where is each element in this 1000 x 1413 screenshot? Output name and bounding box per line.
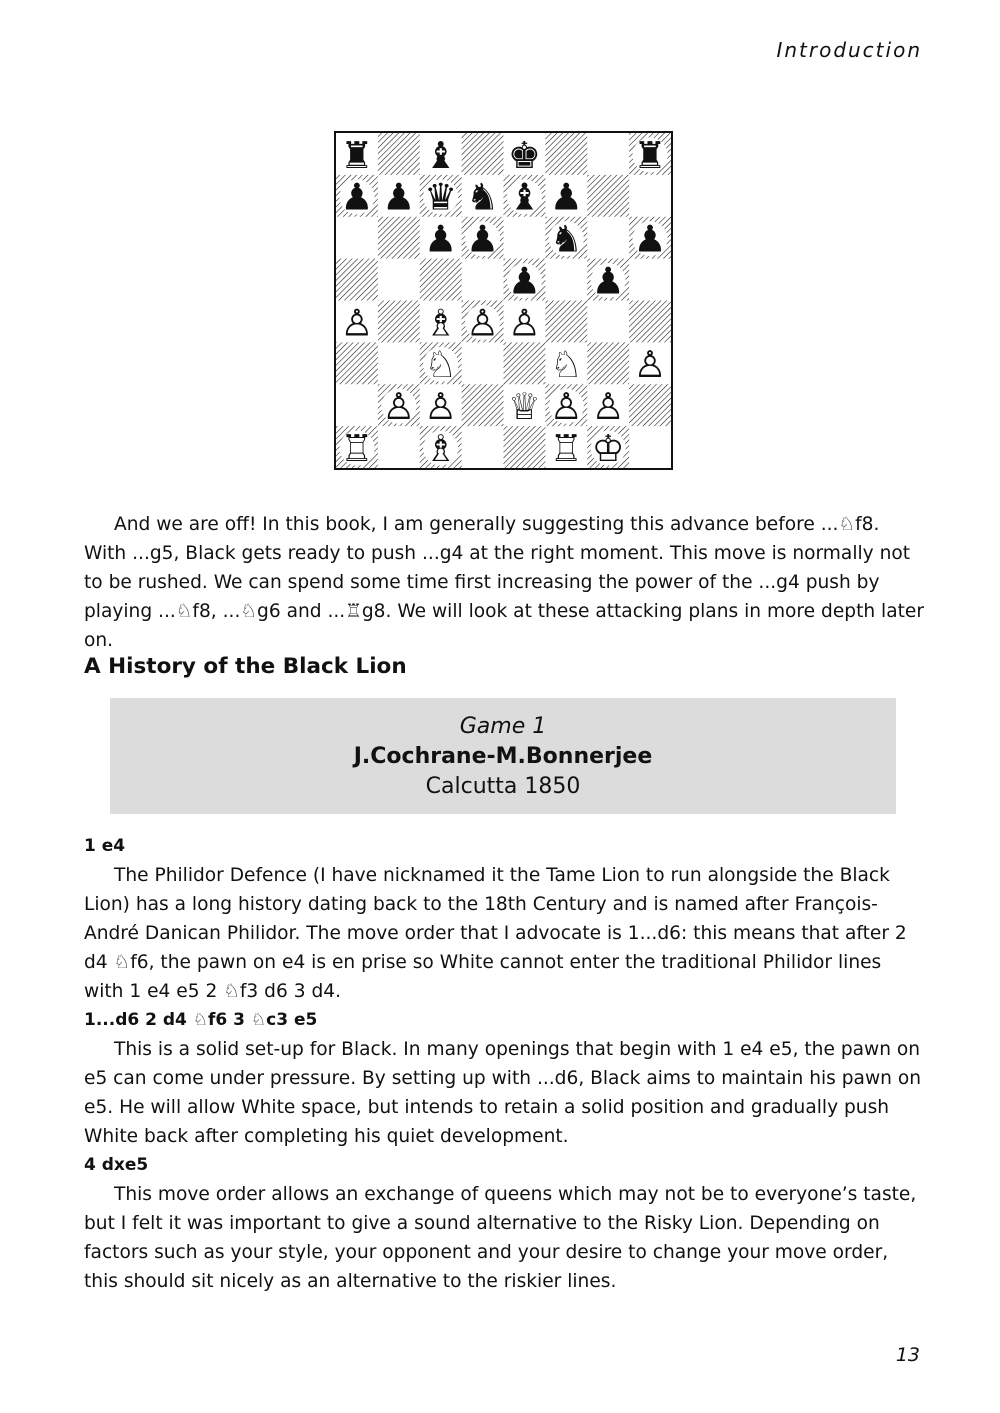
light-square (587, 133, 629, 175)
game-header-box (110, 698, 896, 814)
light-square (629, 259, 671, 301)
light-square (462, 342, 504, 384)
white-knight-icon: ♘ (549, 343, 583, 387)
white-bishop-icon: ♗ (424, 301, 458, 345)
game-players: J.Cochrane-M.Bonnerjee (353, 744, 653, 769)
light-square (336, 384, 378, 426)
white-pawn-icon: ♙ (340, 301, 374, 345)
black-rook-icon: ♜ (633, 133, 667, 177)
white-pawn-icon: ♙ (633, 343, 667, 387)
black-pawn-icon: ♟ (633, 217, 667, 261)
light-square (504, 217, 546, 259)
dark-square (629, 301, 671, 343)
dark-square (336, 259, 378, 301)
dark-square (462, 133, 504, 175)
black-pawn-icon: ♟ (591, 259, 625, 303)
game-number: Game 1 (459, 714, 547, 739)
black-pawn-icon: ♟ (382, 175, 416, 219)
section-heading: A History of the Black Lion (84, 654, 407, 679)
white-pawn-icon: ♙ (507, 301, 541, 345)
light-square (462, 259, 504, 301)
dark-square (336, 342, 378, 384)
black-king-icon: ♚ (507, 133, 541, 177)
running-head: Introduction (776, 38, 922, 62)
dark-square (378, 133, 420, 175)
move-commentary: This move order allows an exchange of queens which may not be to everyone’s taste, but I felt it was important to give a sound alternative to the Risky Lion. Depending on factors such as your style, your opponent and your desire to change your move order, this should sit nicely as an alternative to the riskier lines. (84, 1184, 917, 1292)
light-square (545, 259, 587, 301)
white-pawn-icon: ♙ (591, 385, 625, 429)
game-venue: Calcutta 1850 (425, 774, 581, 799)
black-bishop-icon: ♝ (424, 133, 458, 177)
black-queen-icon: ♛ (424, 175, 458, 219)
dark-square (378, 217, 420, 259)
light-square (587, 301, 629, 343)
white-pawn-icon: ♙ (382, 385, 416, 429)
dark-square (587, 342, 629, 384)
light-square (587, 217, 629, 259)
black-knight-icon: ♞ (549, 217, 583, 261)
chess-diagram (334, 131, 673, 470)
white-king-icon: ♔ (591, 426, 625, 468)
dark-square (504, 426, 546, 468)
dark-square (504, 342, 546, 384)
black-bishop-icon: ♝ (507, 175, 541, 219)
dark-square (587, 175, 629, 217)
white-pawn-icon: ♙ (549, 385, 583, 429)
dark-square (545, 133, 587, 175)
white-queen-icon: ♕ (507, 385, 541, 429)
move-heading: 1 e4 (84, 836, 126, 856)
intro-paragraph: And we are off! In this book, I am generally suggesting this advance before ...♘f8. With ...g5, Black gets ready to push ...g4 at the right moment. This move is normally not to be rushed. We can spend some time first increasing the power of the ...g4 push by playing ...♘f8, ...♘g6 and ...♖g8. We will look at these attacking plans in more depth later on. (84, 514, 924, 651)
move-heading: 1...d6 2 d4 ♘f6 3 ♘c3 e5 (84, 1010, 318, 1030)
move-commentary: This is a solid set-up for Black. In many openings that begin with 1 e4 e5, the pawn on e5 can come under pressure. By setting up with ...d6, Black aims to maintain his pawn on e5. He will allow White space, but intends to retain a solid position and gradually push White back after completing his quiet development. (84, 1039, 922, 1147)
dark-square (462, 384, 504, 426)
black-rook-icon: ♜ (340, 133, 374, 177)
white-pawn-icon: ♙ (424, 385, 458, 429)
light-square (336, 217, 378, 259)
page-number: 13 (895, 1344, 920, 1366)
light-square (462, 426, 504, 468)
light-square (378, 426, 420, 468)
white-knight-icon: ♘ (424, 343, 458, 387)
light-square (629, 426, 671, 468)
white-rook-icon: ♖ (549, 426, 583, 468)
dark-square (629, 384, 671, 426)
white-pawn-icon: ♙ (466, 301, 500, 345)
black-knight-icon: ♞ (466, 175, 500, 219)
black-pawn-icon: ♟ (466, 217, 500, 261)
black-pawn-icon: ♟ (340, 175, 374, 219)
move-heading: 4 dxe5 (84, 1155, 149, 1175)
move-commentary: The Philidor Defence (I have nicknamed it the Tame Lion to run alongside the Black Lion) has a long history dating back to the 18th Century and is named after François-André Danican Philidor. The move order that I advocate is 1...d6: this means that after 2 d4 ♘f6, the pawn on e4 is en prise so White cannot enter the traditional Philidor lines with 1 e4 e5 2 ♘f3 d6 3 d4. (84, 865, 907, 1002)
light-square (629, 175, 671, 217)
black-pawn-icon: ♟ (549, 175, 583, 219)
chess-board (336, 133, 671, 468)
dark-square (545, 301, 587, 343)
black-pawn-icon: ♟ (507, 259, 541, 303)
white-bishop-icon: ♗ (424, 426, 458, 468)
black-pawn-icon: ♟ (424, 217, 458, 261)
dark-square (420, 259, 462, 301)
dark-square (378, 301, 420, 343)
white-rook-icon: ♖ (340, 426, 374, 468)
light-square (378, 259, 420, 301)
light-square (378, 342, 420, 384)
